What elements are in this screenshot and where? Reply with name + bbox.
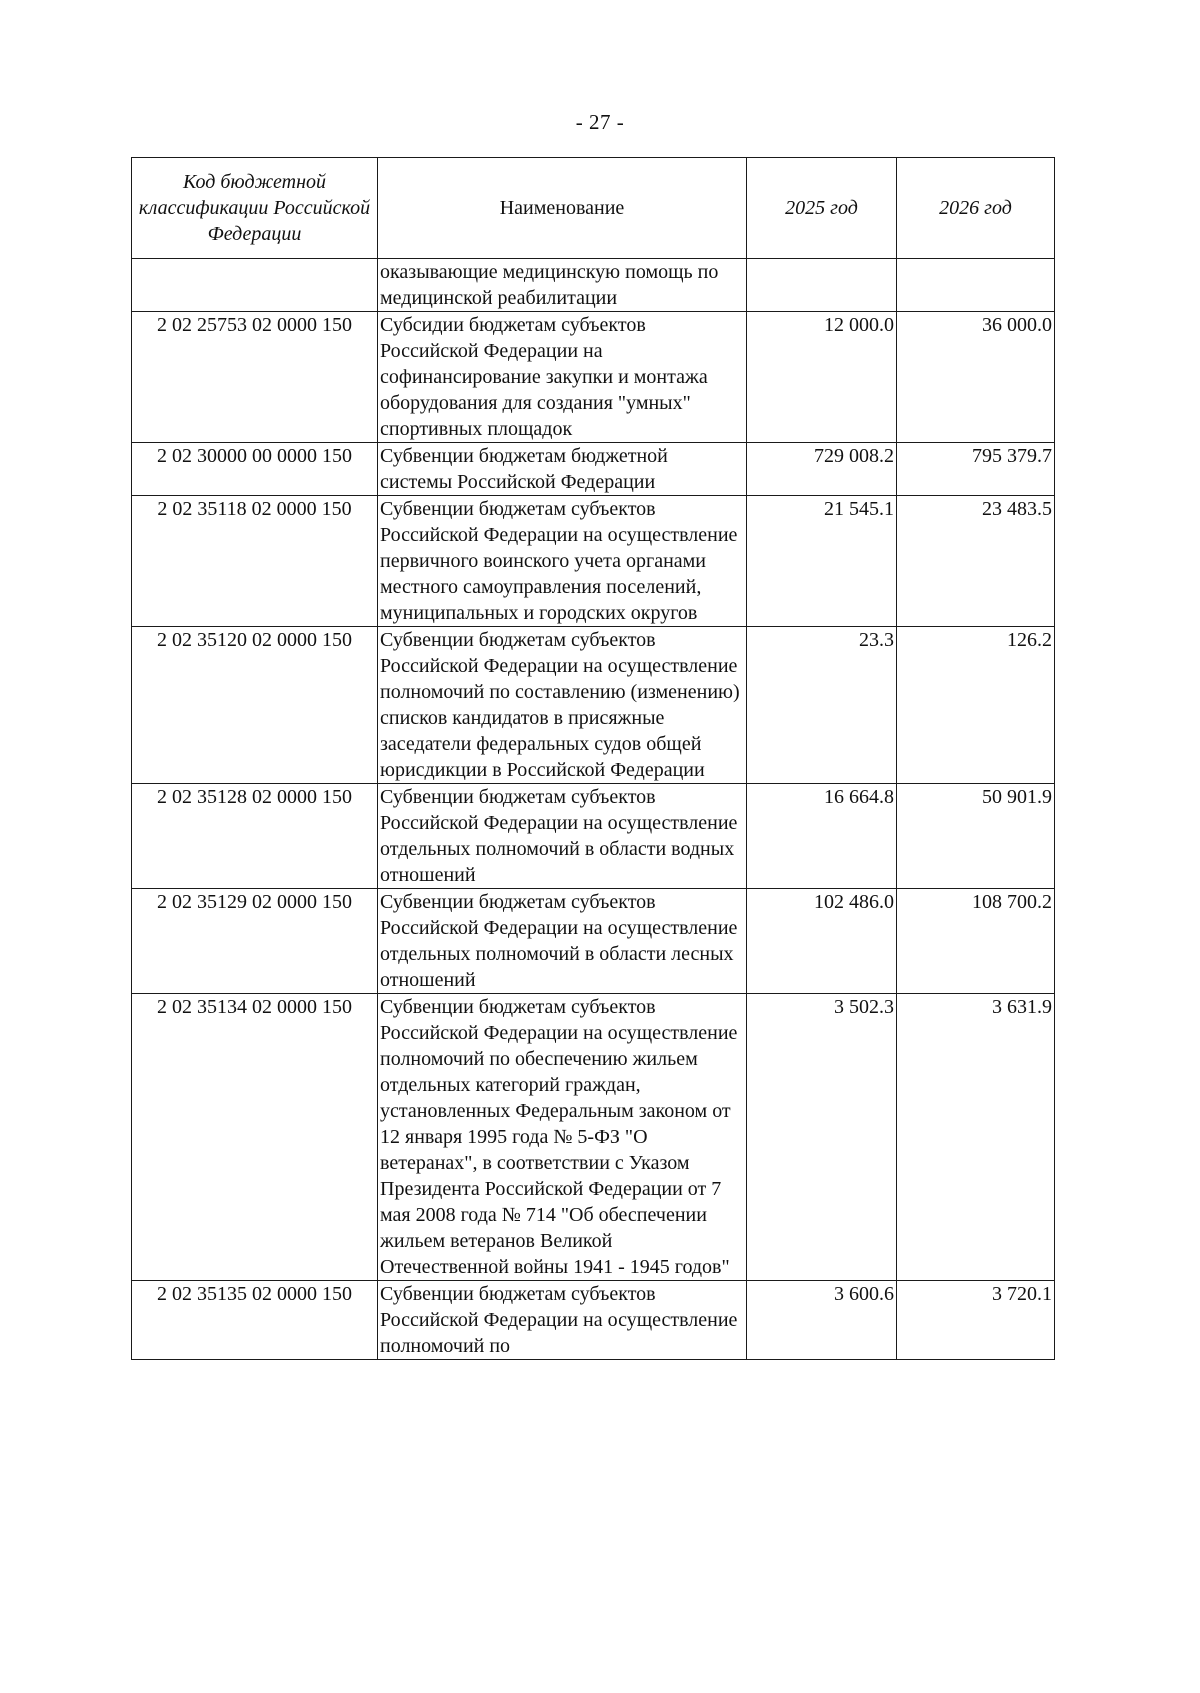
row-name: Субвенции бюджетам субъектов Российской Федерации на осуществление отдельных полномочий в области водных отношений bbox=[378, 784, 747, 889]
header-year-2025: 2025 год bbox=[747, 158, 897, 259]
row-name: Субвенции бюджетам субъектов Российской Федерации на осуществление полномочий по bbox=[378, 1281, 747, 1360]
row-value-2025: 23.3 bbox=[747, 627, 897, 784]
row-value-2026: 126.2 bbox=[897, 627, 1055, 784]
row-value-2025: 3 502.3 bbox=[747, 994, 897, 1281]
row-value-2026: 23 483.5 bbox=[897, 496, 1055, 627]
row-code: 2 02 35118 02 0000 150 bbox=[132, 496, 378, 627]
table-row bbox=[132, 784, 1055, 889]
header-code: Код бюджетной классификации Российской Федерации bbox=[132, 158, 378, 259]
row-name: Субвенции бюджетам субъектов Российской Федерации на осуществление отдельных полномочий в области лесных отношений bbox=[378, 889, 747, 994]
header-name: Наименование bbox=[378, 158, 747, 259]
table-header-row bbox=[132, 158, 1055, 259]
row-name: Субсидии бюджетам субъектов Российской Федерации на софинансирование закупки и монтажа оборудования для создания "умных" спортивных площадок bbox=[378, 312, 747, 443]
table-row bbox=[132, 312, 1055, 443]
row-code: 2 02 25753 02 0000 150 bbox=[132, 312, 378, 443]
row-value-2025: 21 545.1 bbox=[747, 496, 897, 627]
table-row bbox=[132, 889, 1055, 994]
row-value-2025: 12 000.0 bbox=[747, 312, 897, 443]
table-row bbox=[132, 496, 1055, 627]
row-name: Субвенции бюджетам субъектов Российской Федерации на осуществление полномочий по обеспечению жильем отдельных категорий граждан, установленных Федеральным законом от 12 января 1995 года № 5-ФЗ "О ветеранах", в соответствии с Указом Президента Российской Федерации от 7 мая 2008 года № 714 "Об обеспечении жильем ветеранов Великой Отечественной войны 1941 - 1945 годов" bbox=[378, 994, 747, 1281]
row-value-2025: 16 664.8 bbox=[747, 784, 897, 889]
budget-table bbox=[131, 157, 1055, 1360]
row-value-2026: 3 631.9 bbox=[897, 994, 1055, 1281]
row-value-2025 bbox=[747, 259, 897, 312]
row-name: Субвенции бюджетам бюджетной системы Российской Федерации bbox=[378, 443, 747, 496]
table-row bbox=[132, 259, 1055, 312]
page-number: - 27 - bbox=[575, 110, 625, 134]
table-row bbox=[132, 994, 1055, 1281]
row-value-2026: 795 379.7 bbox=[897, 443, 1055, 496]
header-year-2026: 2026 год bbox=[897, 158, 1055, 259]
table-row bbox=[132, 1281, 1055, 1360]
row-value-2026: 50 901.9 bbox=[897, 784, 1055, 889]
row-name: Субвенции бюджетам субъектов Российской Федерации на осуществление полномочий по составлению (изменению) списков кандидатов в присяжные заседатели федеральных судов общей юрисдикции в Российской Федерации bbox=[378, 627, 747, 784]
row-code: 2 02 35129 02 0000 150 bbox=[132, 889, 378, 994]
row-code bbox=[132, 259, 378, 312]
row-code: 2 02 35120 02 0000 150 bbox=[132, 627, 378, 784]
row-name: оказывающие медицинскую помощь по медицинской реабилитации bbox=[378, 259, 747, 312]
row-name: Субвенции бюджетам субъектов Российской Федерации на осуществление первичного воинского учета органами местного самоуправления поселений, муниципальных и городских округов bbox=[378, 496, 747, 627]
row-value-2026: 3 720.1 bbox=[897, 1281, 1055, 1360]
row-value-2026 bbox=[897, 259, 1055, 312]
row-value-2026: 108 700.2 bbox=[897, 889, 1055, 994]
row-value-2026: 36 000.0 bbox=[897, 312, 1055, 443]
table-row bbox=[132, 627, 1055, 784]
row-code: 2 02 35134 02 0000 150 bbox=[132, 994, 378, 1281]
row-value-2025: 102 486.0 bbox=[747, 889, 897, 994]
row-value-2025: 729 008.2 bbox=[747, 443, 897, 496]
row-code: 2 02 30000 00 0000 150 bbox=[132, 443, 378, 496]
row-code: 2 02 35128 02 0000 150 bbox=[132, 784, 378, 889]
row-code: 2 02 35135 02 0000 150 bbox=[132, 1281, 378, 1360]
row-value-2025: 3 600.6 bbox=[747, 1281, 897, 1360]
table-row bbox=[132, 443, 1055, 496]
